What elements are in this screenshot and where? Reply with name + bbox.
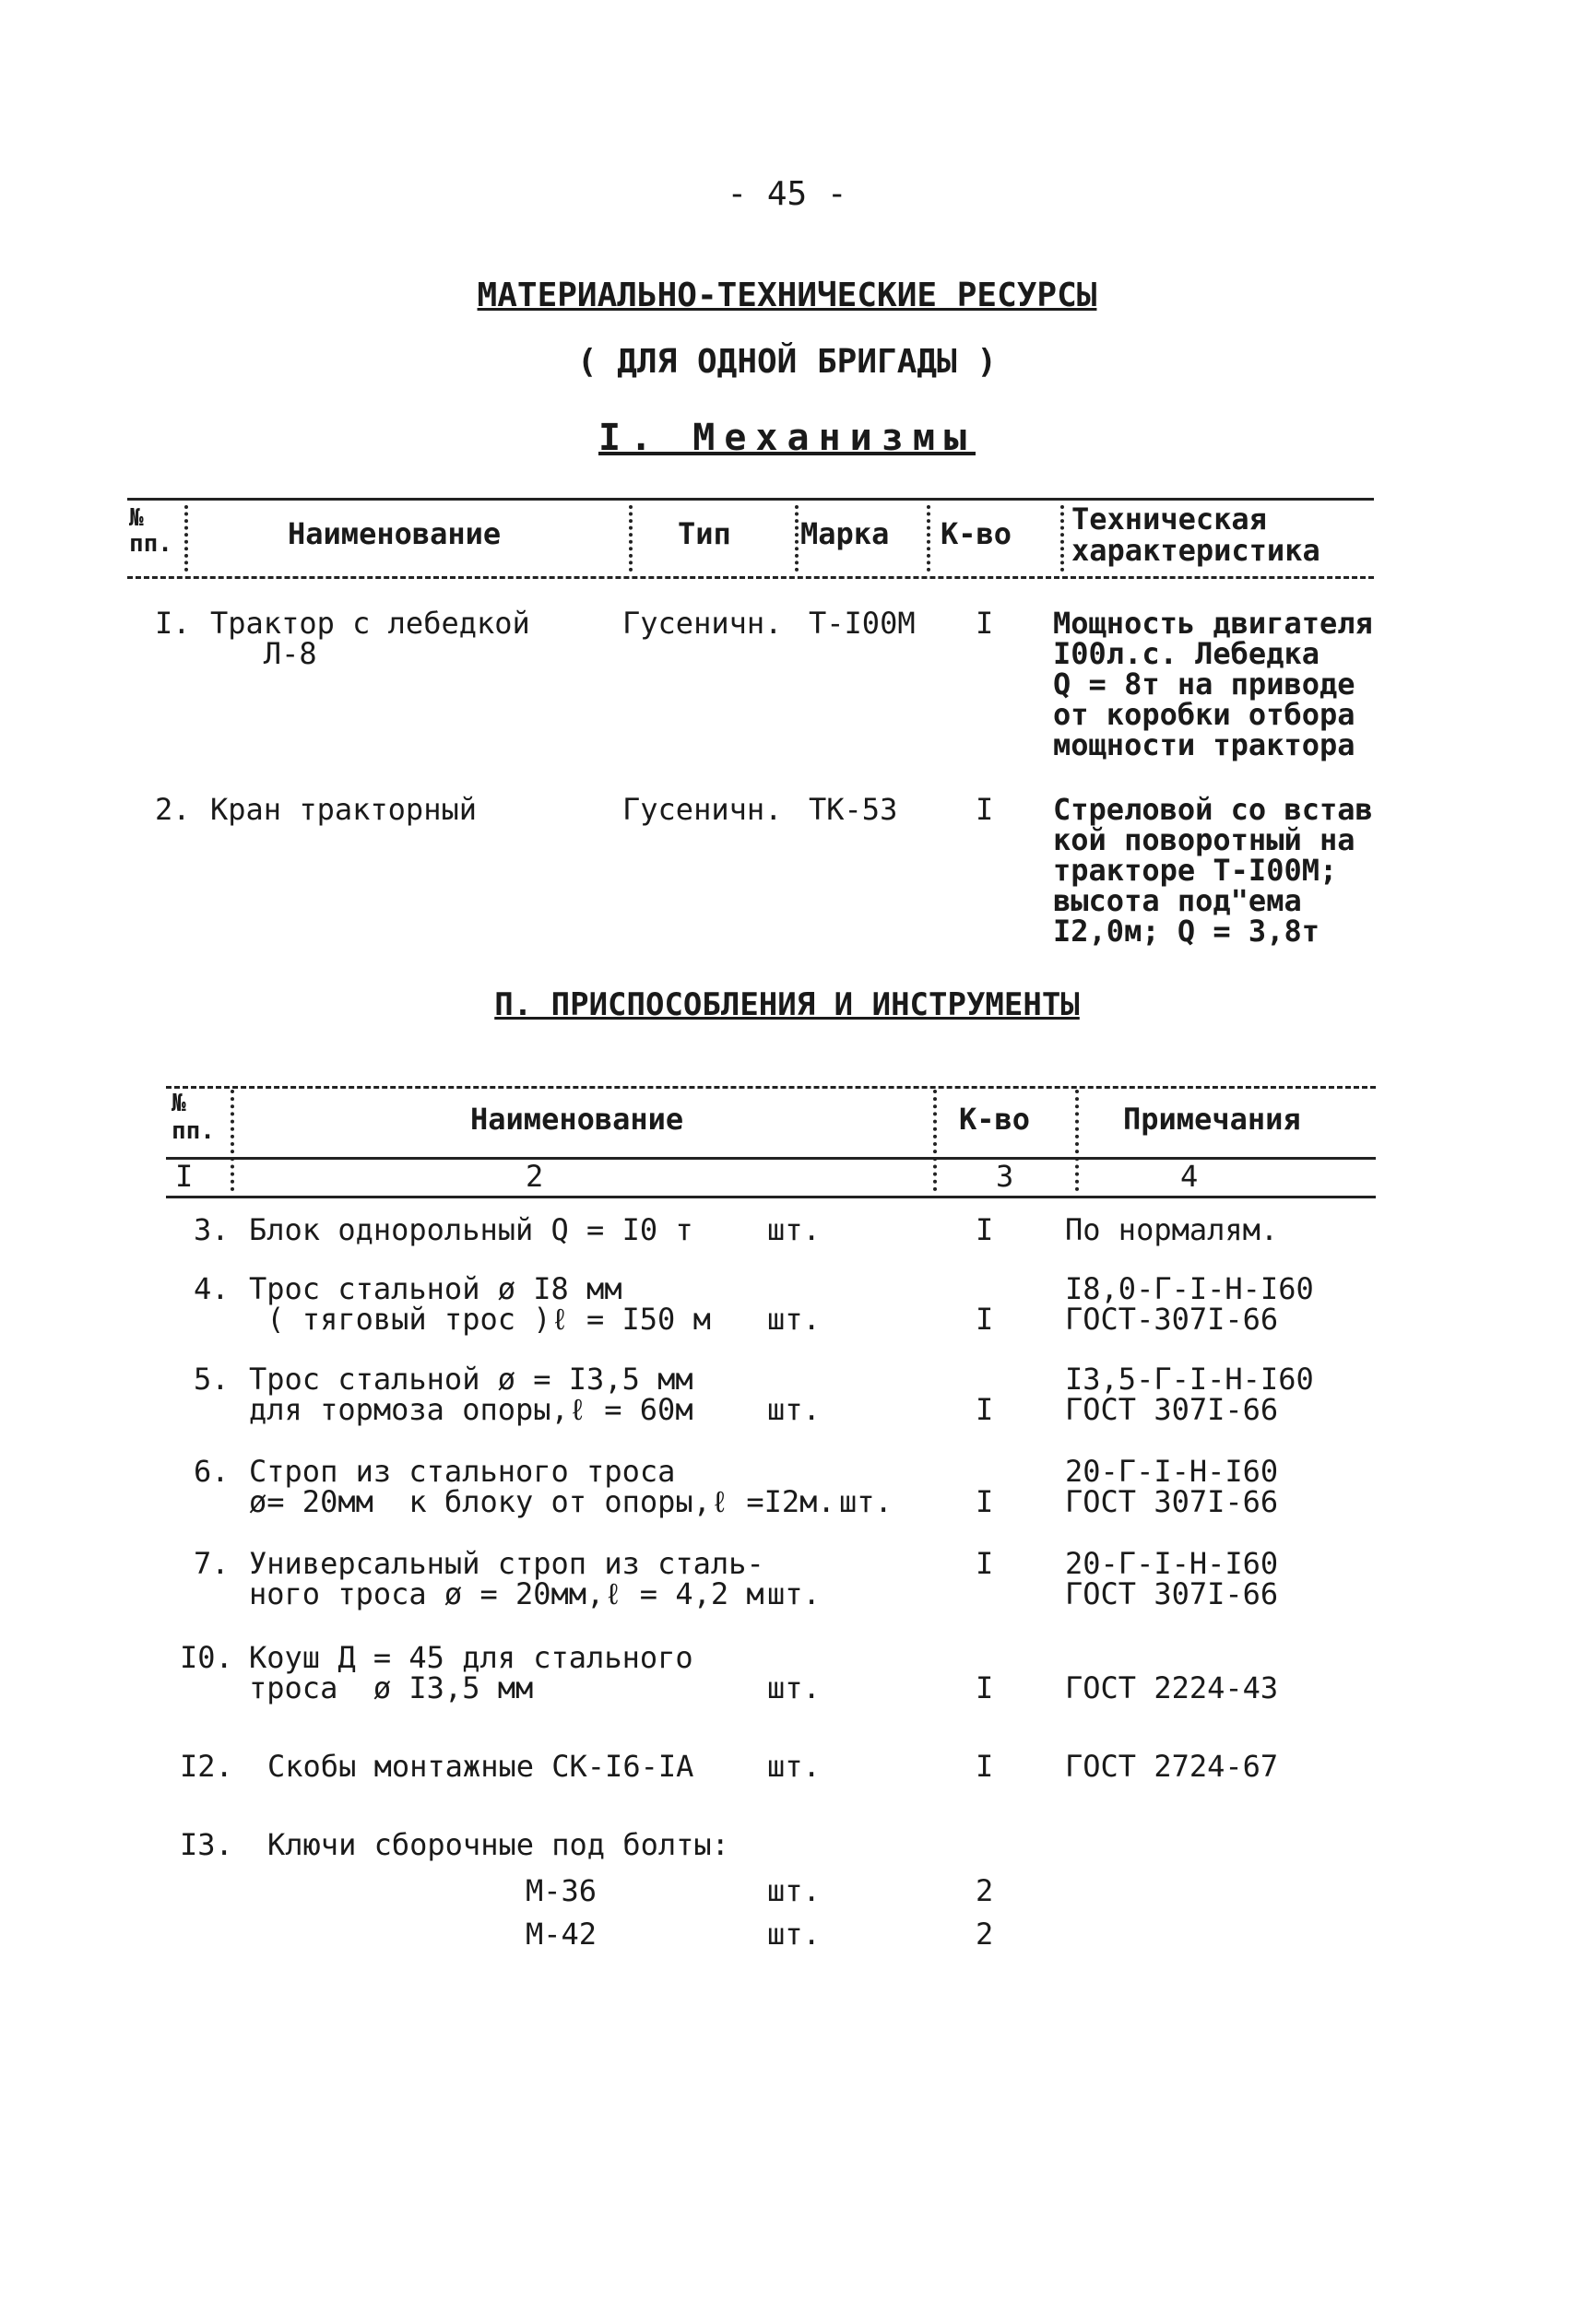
t1-header-type: Тип — [678, 516, 731, 551]
t2-row-unit: шт. — [839, 1484, 893, 1519]
t2-sub-item-unit: шт. — [767, 1917, 821, 1952]
t2-row-name: Блок однорольный Q = I0 т — [249, 1212, 693, 1247]
table1-header-rule — [127, 576, 1374, 579]
t1-row1-type: Гусеничн. — [622, 606, 783, 641]
section1-title-text: I. Механизмы — [598, 417, 976, 459]
t2-sub-item-name: М-42 — [526, 1917, 598, 1952]
t1-header-name: Наименование — [288, 516, 502, 551]
t2-row-note: ГОСТ 2724-67 — [1065, 1749, 1279, 1784]
table1-col-divider — [629, 505, 633, 572]
t2-header-name: Наименование — [470, 1102, 684, 1137]
table2-colnum-rule — [166, 1196, 1376, 1198]
t1-row2-name: Кран тракторный — [210, 792, 477, 827]
t2-row-num: 7. — [194, 1546, 230, 1581]
t1-row1-qty: I — [976, 606, 994, 641]
t2-row-note: ГОСТ 2224-43 — [1065, 1670, 1279, 1705]
t2-colnum-4: 4 — [1180, 1159, 1199, 1194]
t2-row-qty: I — [976, 1302, 994, 1337]
t1-row1-brand: Т-I00М — [809, 606, 916, 641]
table2-col-divider — [933, 1090, 937, 1191]
t2-row13-name: Ключи сборочные под болты: — [267, 1827, 729, 1862]
t2-sub-item-qty: 2 — [976, 1873, 994, 1908]
t1-row2-spec: Стреловой со встав кой поворотный на тракторе Т-I00М; высота под"ема I2,0м; Q = 3,8т — [1053, 792, 1373, 949]
t1-row1-num: I. — [155, 606, 191, 641]
t2-row-num: 4. — [194, 1271, 230, 1306]
t2-row-qty: I — [976, 1212, 994, 1247]
table1-top-rule — [127, 498, 1374, 501]
t1-header-num: № пп. — [129, 504, 172, 558]
t2-row13-num: I3. — [180, 1827, 233, 1862]
t2-row-unit: шт. — [767, 1670, 821, 1705]
t2-header-num: № пп. — [172, 1090, 215, 1145]
t2-header-note: Примечания — [1123, 1102, 1301, 1137]
t1-row1-spec: Мощность двигателя I00л.с. Лебедка Q = 8т на приводе от коробки отбора мощности трактора — [1053, 606, 1373, 762]
t2-sub-item-name: М-36 — [526, 1873, 598, 1908]
t2-row-unit: шт. — [767, 1392, 821, 1427]
t2-row-num: 3. — [194, 1212, 230, 1247]
section2-title — [0, 986, 1574, 1023]
section1-title — [0, 417, 1574, 459]
table2-top-rule — [166, 1086, 1376, 1089]
t2-row-qty: I — [976, 1392, 994, 1427]
t2-row-qty: I — [976, 1546, 994, 1581]
t2-row-qty: I — [976, 1749, 994, 1784]
document-subtitle: ( ДЛЯ ОДНОЙ БРИГАДЫ ) — [576, 343, 998, 381]
table2-col-divider — [1075, 1090, 1079, 1191]
t2-row-note: 20-Г-I-Н-I60 ГОСТ 307I-66 — [1065, 1454, 1279, 1519]
t1-header-qty: К-во — [941, 516, 1012, 551]
t1-row2-brand: ТК-53 — [809, 792, 898, 827]
t2-colnum-3: 3 — [996, 1159, 1014, 1194]
t1-header-brand: Марка — [800, 516, 890, 551]
t2-row-num: 5. — [194, 1362, 230, 1397]
t1-row2-qty: I — [976, 792, 994, 827]
t2-row-num: I2. — [180, 1749, 233, 1784]
document-title-text: МАТЕРИАЛЬНО-ТЕХНИЧЕСКИЕ РЕСУРСЫ — [477, 277, 1097, 314]
t2-row-unit: шт. — [767, 1749, 821, 1784]
t2-row-qty: I — [976, 1670, 994, 1705]
t2-colnum-1: I — [175, 1159, 194, 1194]
t2-row-num: 6. — [194, 1454, 230, 1489]
t2-sub-item-unit: шт. — [767, 1873, 821, 1908]
t2-row-note: I3,5-Г-I-Н-I60 ГОСТ 307I-66 — [1065, 1362, 1314, 1427]
t2-row-unit: шт. — [767, 1576, 821, 1611]
t2-colnum-2: 2 — [526, 1159, 544, 1194]
t1-row2-num: 2. — [155, 792, 191, 827]
t2-row-name: Скобы монтажные СК-I6-IA — [267, 1749, 694, 1784]
table1-col-divider — [1060, 505, 1064, 572]
t2-row-note: 20-Г-I-Н-I60 ГОСТ 307I-66 — [1065, 1546, 1279, 1611]
t2-row-num: I0. — [180, 1640, 233, 1675]
document-title — [0, 277, 1574, 314]
t2-row-name: Строп из стального троса ø= 20мм к блоку от опоры,ℓ =I2м. — [249, 1454, 835, 1519]
t1-row1-name: Трактор с лебедкой Л-8 — [210, 606, 530, 671]
page-number: - 45 - — [727, 175, 847, 213]
t2-row-qty: I — [976, 1484, 994, 1519]
t2-header-qty: К-во — [959, 1102, 1031, 1137]
t2-row-name: Универсальный строп из сталь- ного троса ø = 20мм,ℓ = 4,2 м — [249, 1546, 764, 1611]
t2-row-name: Коуш Д = 45 для стального троса ø I3,5 мм — [249, 1640, 693, 1705]
t1-header-spec: Техническая характеристика — [1071, 501, 1320, 568]
t2-sub-item-qty: 2 — [976, 1917, 994, 1952]
t2-row-name: Трос стальной ø I8 мм ( тяговый трос )ℓ = I50 м — [249, 1271, 711, 1337]
t1-row2-type: Гусеничн. — [622, 792, 783, 827]
t2-row-note: I8,0-Г-I-Н-I60 ГОСТ-307I-66 — [1065, 1271, 1314, 1337]
table1-col-divider — [184, 505, 188, 572]
table2-col-divider — [231, 1090, 234, 1191]
table1-col-divider — [927, 505, 930, 572]
section2-title-text: П. ПРИСПОСОБЛЕНИЯ И ИНСТРУМЕНТЫ — [494, 986, 1080, 1023]
t2-row-unit: шт. — [767, 1212, 821, 1247]
t2-row-name: Трос стальной ø = I3,5 мм для тормоза опоры,ℓ = 60м — [249, 1362, 693, 1427]
t2-row-note: По нормалям. — [1065, 1212, 1279, 1247]
table1-col-divider — [795, 505, 799, 572]
t2-row-unit: шт. — [767, 1302, 821, 1337]
